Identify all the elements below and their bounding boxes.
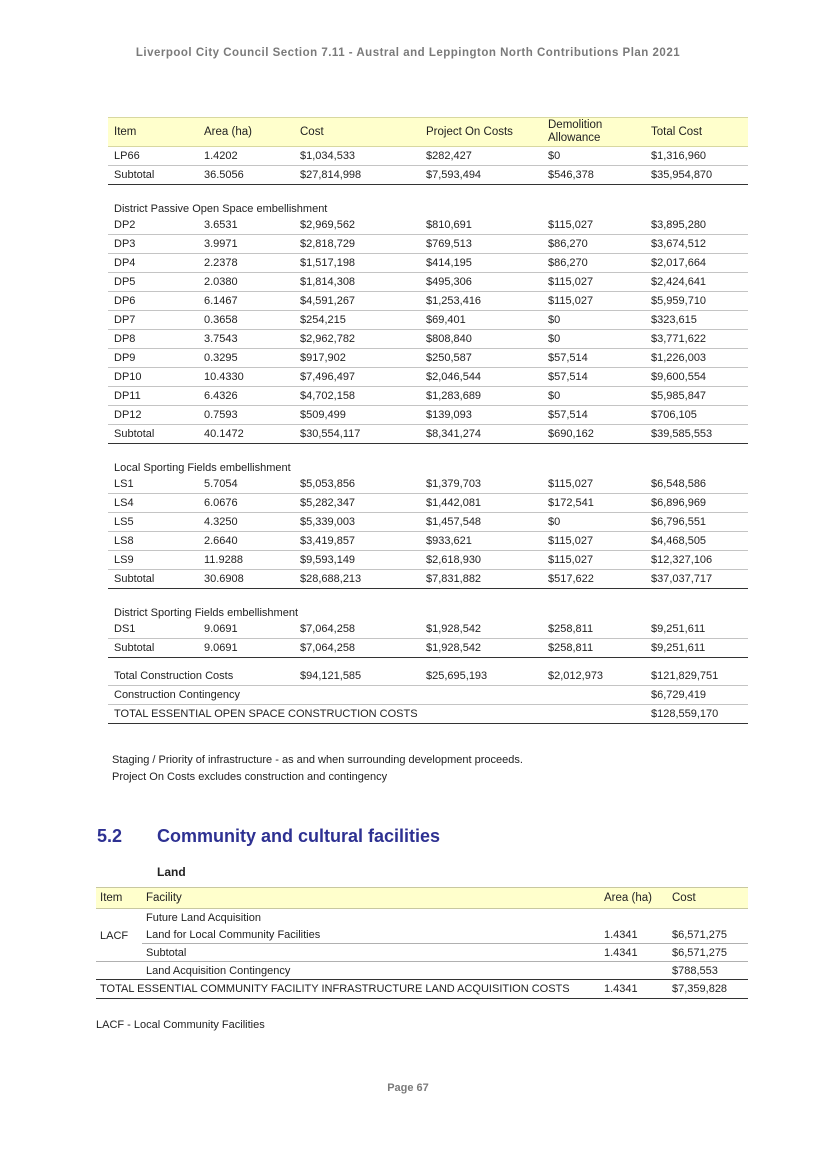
cell: 2.2378 xyxy=(198,254,294,273)
cell: $933,621 xyxy=(420,532,542,551)
cell: 1.4341 xyxy=(600,944,668,962)
cell: $115,027 xyxy=(542,551,645,570)
page-header: Liverpool City Council Section 7.11 - Austral and Leppington North Contributions Plan 2021 xyxy=(135,47,681,59)
column-header: Area (ha) xyxy=(198,118,294,147)
cell: Subtotal xyxy=(108,570,198,589)
table-row xyxy=(108,292,748,311)
cell: $30,554,117 xyxy=(294,425,420,444)
cell: DS1 xyxy=(108,620,198,639)
cell: $2,969,562 xyxy=(294,216,420,235)
cell: 4.3250 xyxy=(198,513,294,532)
cell: $0 xyxy=(542,311,645,330)
cell: 6.4326 xyxy=(198,387,294,406)
column-header: Demolition Allowance xyxy=(542,118,645,147)
cell: $6,548,586 xyxy=(645,475,748,494)
column-header: Facility xyxy=(142,888,600,909)
column-header: Total Cost xyxy=(645,118,748,147)
cell: $258,811 xyxy=(542,620,645,639)
cell: LS5 xyxy=(108,513,198,532)
cell: 1.4341 xyxy=(600,926,668,944)
subtotal-row xyxy=(108,166,748,185)
column-header: Item xyxy=(108,118,198,147)
table-row xyxy=(108,147,748,166)
contingency-row xyxy=(96,962,748,980)
grand-total-label: TOTAL ESSENTIAL COMMUNITY FACILITY INFRASTRUCTURE LAND ACQUISITION COSTS xyxy=(96,980,600,999)
cell: $4,591,267 xyxy=(294,292,420,311)
subtotal-row xyxy=(108,570,748,589)
section-title: Community and cultural facilities xyxy=(157,826,441,846)
cell: $28,688,213 xyxy=(294,570,420,589)
cell: DP2 xyxy=(108,216,198,235)
cell: 2.6640 xyxy=(198,532,294,551)
cell: $57,514 xyxy=(542,349,645,368)
cell: $139,093 xyxy=(420,406,542,425)
cell: 6.0676 xyxy=(198,494,294,513)
total-construction-row xyxy=(108,667,748,686)
cell: $3,771,622 xyxy=(645,330,748,349)
cell: $69,401 xyxy=(420,311,542,330)
cell: Land for Local Community Facilities xyxy=(142,926,600,944)
cell: $35,954,870 xyxy=(645,166,748,185)
cell: LS9 xyxy=(108,551,198,570)
footnote: LACF - Local Community Facilities xyxy=(96,1019,265,1031)
cell: 40.1472 xyxy=(198,425,294,444)
cell: $5,053,856 xyxy=(294,475,420,494)
table-row xyxy=(108,254,748,273)
cell: $5,339,003 xyxy=(294,513,420,532)
cell: DP9 xyxy=(108,349,198,368)
cell: $9,251,611 xyxy=(645,639,748,658)
cell: Future Land Acquisition xyxy=(146,911,261,924)
cell: $6,896,969 xyxy=(645,494,748,513)
cell: $5,985,847 xyxy=(645,387,748,406)
cell: $917,902 xyxy=(294,349,420,368)
cell: Subtotal xyxy=(108,166,198,185)
cell: $27,814,998 xyxy=(294,166,420,185)
cell: LS1 xyxy=(108,475,198,494)
cell: $810,691 xyxy=(420,216,542,235)
cell: $121,829,751 xyxy=(645,667,748,686)
cell: $9,593,149 xyxy=(294,551,420,570)
note: Project On Costs excludes construction and contingency xyxy=(112,771,388,783)
column-header: Area (ha) xyxy=(600,888,668,909)
subtotal-row xyxy=(96,944,748,962)
cell: $57,514 xyxy=(542,368,645,387)
section-number: 5.2 xyxy=(97,826,123,846)
cell: $94,121,585 xyxy=(294,667,420,686)
table-row xyxy=(108,494,748,513)
cell: $1,814,308 xyxy=(294,273,420,292)
cell: $2,017,664 xyxy=(645,254,748,273)
section-heading-row xyxy=(108,194,748,216)
table-row xyxy=(108,273,748,292)
cell: LS8 xyxy=(108,532,198,551)
cell: $7,496,497 xyxy=(294,368,420,387)
cell: $250,587 xyxy=(420,349,542,368)
cell: $546,378 xyxy=(542,166,645,185)
cell: 3.6531 xyxy=(198,216,294,235)
cell: 6.1467 xyxy=(198,292,294,311)
cell: $258,811 xyxy=(542,639,645,658)
cell: $7,593,494 xyxy=(420,166,542,185)
cell: $0 xyxy=(542,387,645,406)
cell: $6,729,419 xyxy=(645,686,748,705)
cell: 1.4341 xyxy=(600,980,668,999)
cell: $25,695,193 xyxy=(420,667,542,686)
cell: $128,559,170 xyxy=(645,705,748,724)
cell: $0 xyxy=(542,147,645,166)
table-row xyxy=(96,909,748,927)
cell: $172,541 xyxy=(542,494,645,513)
cell: $8,341,274 xyxy=(420,425,542,444)
cell: DP3 xyxy=(108,235,198,254)
cell: 1.4202 xyxy=(198,147,294,166)
cell: $115,027 xyxy=(542,273,645,292)
section-heading-row xyxy=(108,598,748,620)
table-row xyxy=(108,368,748,387)
cell: $0 xyxy=(542,330,645,349)
subtotal-row xyxy=(108,425,748,444)
cell: $1,517,198 xyxy=(294,254,420,273)
cell: DP5 xyxy=(108,273,198,292)
cell: $1,316,960 xyxy=(645,147,748,166)
table-row xyxy=(108,311,748,330)
total-label: Total Construction Costs xyxy=(108,667,294,686)
cell: $9,251,611 xyxy=(645,620,748,639)
cell: $57,514 xyxy=(542,406,645,425)
ds-rows xyxy=(108,620,748,639)
table-row xyxy=(108,513,748,532)
cell: $517,622 xyxy=(542,570,645,589)
cell: $37,037,717 xyxy=(645,570,748,589)
cell: Land Acquisition Contingency xyxy=(146,964,291,977)
cell: $6,571,275 xyxy=(668,944,748,962)
table-row xyxy=(108,387,748,406)
cell: $115,027 xyxy=(542,216,645,235)
cell: 3.9971 xyxy=(198,235,294,254)
cell: $4,468,505 xyxy=(645,532,748,551)
cell: $6,796,551 xyxy=(645,513,748,532)
table-row xyxy=(108,620,748,639)
cell: $1,034,533 xyxy=(294,147,420,166)
cell: DP4 xyxy=(108,254,198,273)
cell: $1,928,542 xyxy=(420,620,542,639)
cell: DP6 xyxy=(108,292,198,311)
page-number: Page 67 xyxy=(387,1082,429,1094)
cell: $1,253,416 xyxy=(420,292,542,311)
grand-total-label: TOTAL ESSENTIAL OPEN SPACE CONSTRUCTION COSTS xyxy=(108,705,645,724)
cell: $5,282,347 xyxy=(294,494,420,513)
cell: $0 xyxy=(542,513,645,532)
cell: Subtotal xyxy=(108,425,198,444)
cell: $2,818,729 xyxy=(294,235,420,254)
cell: 5.7054 xyxy=(198,475,294,494)
cell: $1,283,689 xyxy=(420,387,542,406)
cell: DP8 xyxy=(108,330,198,349)
cell: 9.0691 xyxy=(198,620,294,639)
cell: $115,027 xyxy=(542,475,645,494)
cell: $5,959,710 xyxy=(645,292,748,311)
grand-total-row xyxy=(96,980,748,999)
table-row xyxy=(108,330,748,349)
cell: $1,442,081 xyxy=(420,494,542,513)
ls-rows xyxy=(108,475,748,570)
cell: Subtotal xyxy=(108,639,198,658)
column-header: Item xyxy=(96,888,142,909)
cell: $282,427 xyxy=(420,147,542,166)
section-subtitle: Land xyxy=(157,865,186,879)
cell: $788,553 xyxy=(672,964,718,977)
table-row xyxy=(96,926,748,944)
note: Staging / Priority of infrastructure - as and when surrounding development proceeds. xyxy=(112,754,523,766)
column-header: Cost xyxy=(668,888,748,909)
cell: $495,306 xyxy=(420,273,542,292)
cell: $4,702,158 xyxy=(294,387,420,406)
table-row xyxy=(108,216,748,235)
cell: $2,424,641 xyxy=(645,273,748,292)
cell: $1,226,003 xyxy=(645,349,748,368)
cell: 10.4330 xyxy=(198,368,294,387)
cell: $9,600,554 xyxy=(645,368,748,387)
cell: 0.7593 xyxy=(198,406,294,425)
item-code: LACF xyxy=(100,929,129,942)
cell: DP7 xyxy=(108,311,198,330)
cell: $1,379,703 xyxy=(420,475,542,494)
cell: 36.5056 xyxy=(198,166,294,185)
cell: $2,046,544 xyxy=(420,368,542,387)
cell: $6,571,275 xyxy=(668,926,748,944)
cell: $115,027 xyxy=(542,292,645,311)
contingency-row xyxy=(108,686,748,705)
table-row xyxy=(108,406,748,425)
section-heading: District Passive Open Space embellishment xyxy=(114,203,328,215)
cell: $3,895,280 xyxy=(645,216,748,235)
table-row xyxy=(108,475,748,494)
cell: 3.7543 xyxy=(198,330,294,349)
cell: $3,674,512 xyxy=(645,235,748,254)
table-notes xyxy=(112,752,523,786)
table-header-row xyxy=(108,118,748,147)
table-row xyxy=(108,235,748,254)
cell: $7,831,882 xyxy=(420,570,542,589)
cell: $3,419,857 xyxy=(294,532,420,551)
cell: $7,359,828 xyxy=(668,980,748,999)
contingency-label: Construction Contingency xyxy=(108,686,645,705)
cell: LS4 xyxy=(108,494,198,513)
cell: $2,012,973 xyxy=(542,667,645,686)
cell: $808,840 xyxy=(420,330,542,349)
table-row xyxy=(108,532,748,551)
cell: $2,962,782 xyxy=(294,330,420,349)
column-header: Project On Costs xyxy=(420,118,542,147)
cell: 0.3658 xyxy=(198,311,294,330)
cell: $12,327,106 xyxy=(645,551,748,570)
cell: LP66 xyxy=(108,147,198,166)
cell: 9.0691 xyxy=(198,639,294,658)
dp-rows xyxy=(108,216,748,425)
cell: $115,027 xyxy=(542,532,645,551)
subtotal-row xyxy=(108,639,748,658)
column-header: Cost xyxy=(294,118,420,147)
cell: DP11 xyxy=(108,387,198,406)
cell: DP12 xyxy=(108,406,198,425)
land-acquisition-table xyxy=(96,887,748,999)
section-heading-row xyxy=(108,453,748,475)
cell: 2.0380 xyxy=(198,273,294,292)
table-row xyxy=(108,551,748,570)
cell: Subtotal xyxy=(142,944,600,962)
cell: 0.3295 xyxy=(198,349,294,368)
cell: $39,585,553 xyxy=(645,425,748,444)
cell: $86,270 xyxy=(542,254,645,273)
cell: $706,105 xyxy=(645,406,748,425)
cell: $323,615 xyxy=(645,311,748,330)
cell: $509,499 xyxy=(294,406,420,425)
cell: $769,513 xyxy=(420,235,542,254)
cell: $254,215 xyxy=(294,311,420,330)
cell: 11.9288 xyxy=(198,551,294,570)
table-row xyxy=(108,349,748,368)
cell: $1,457,548 xyxy=(420,513,542,532)
cell: DP10 xyxy=(108,368,198,387)
table-header-row xyxy=(96,888,748,909)
open-space-cost-table xyxy=(108,117,748,724)
cell: $2,618,930 xyxy=(420,551,542,570)
cell: 30.6908 xyxy=(198,570,294,589)
section-heading: Local Sporting Fields embellishment xyxy=(114,462,291,474)
cell: $86,270 xyxy=(542,235,645,254)
grand-total-row xyxy=(108,705,748,724)
cell: $7,064,258 xyxy=(294,639,420,658)
cell: $7,064,258 xyxy=(294,620,420,639)
cell: $414,195 xyxy=(420,254,542,273)
cell: $690,162 xyxy=(542,425,645,444)
cell: $1,928,542 xyxy=(420,639,542,658)
section-heading: District Sporting Fields embellishment xyxy=(114,607,299,619)
